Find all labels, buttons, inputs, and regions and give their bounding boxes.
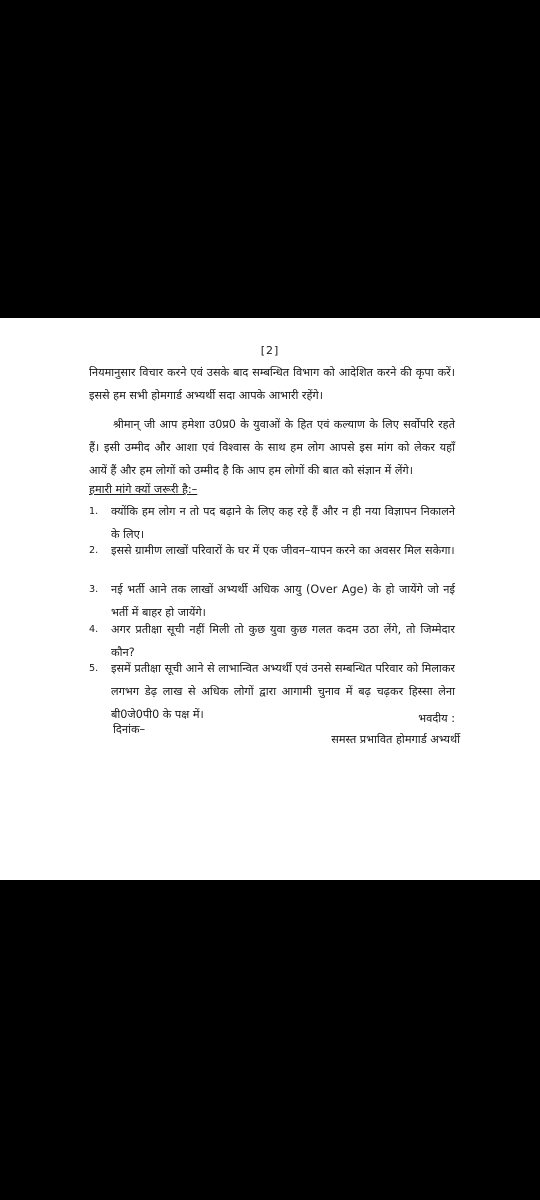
- date-label: दिनांक–: [113, 723, 146, 736]
- demand-text: नई भर्ती आने तक लाखों अभ्यर्थी अधिक आयु (Over Age) के हो जायेंगे जो नई भर्ती में बाहर हो जायेंगे।: [111, 583, 455, 619]
- demand-number: 1.: [89, 506, 99, 517]
- page-number: [2]: [260, 344, 280, 357]
- demand-text: अगर प्रतीक्षा सूची नहीं मिली तो कुछ युवा कुछ गलत कदम उठा लेंगे, तो जिम्मेदार कौन?: [111, 623, 455, 659]
- closing-salutation: भवदीय :: [418, 712, 455, 725]
- document-page: [0, 318, 540, 880]
- signatory: समस्त प्रभावित होमगार्ड अभ्यर्थी: [331, 733, 460, 746]
- demand-text: इसमें प्रतीक्षा सूची आने से लाभान्वित अभ्यर्थी एवं उनसे सम्बन्धित परिवार को मिलाकर लगभग डेढ़ लाख से अधिक लोगों द्वारा आगामी चुनाव में बढ़ चढ़कर हिस्सा लेना बी0जे0पी0 के पक्ष में।: [111, 662, 455, 721]
- demand-number: 3.: [89, 584, 99, 595]
- demands-heading: हमारी मांगे क्यों जरूरी है:–: [89, 483, 198, 496]
- paragraph-1: नियमानुसार विचार करने एवं उसके बाद सम्बन्धित विभाग को आदेशित करने की कृपा करें। इससे हम सभी होमगार्ड अभ्यर्थी सदा आपके आभारी रहेंगे।: [89, 366, 455, 402]
- demand-item: [89, 539, 455, 562]
- demand-text: क्योंकि हम लोग न तो पद बढ़ाने के लिए कह रहे हैं और न ही नया विज्ञापन निकालने के लिए।: [111, 505, 455, 541]
- paragraph-2: श्रीमान् जी आप हमेशा उ0प्र0 के युवाओं के हित एवं कल्याण के लिए सर्वोपरि रहते हैं। इसी उम्मीद और आशा एवं विश्वास के साथ हम लोग आपसे इस मांग को लेकर यहाँ आयें हैं और हम लोगों को उम्मीद है कि आप हम लोगों की बात को संज्ञान में लेंगे।: [89, 418, 455, 477]
- demand-text: इससे ग्रामीण लाखों परिवारों के घर में एक जीवन–यापन करने का अवसर मिल सकेगा।: [111, 544, 455, 557]
- demand-number: 2.: [89, 545, 99, 556]
- demand-number: 5.: [89, 663, 99, 674]
- demand-number: 4.: [89, 624, 99, 635]
